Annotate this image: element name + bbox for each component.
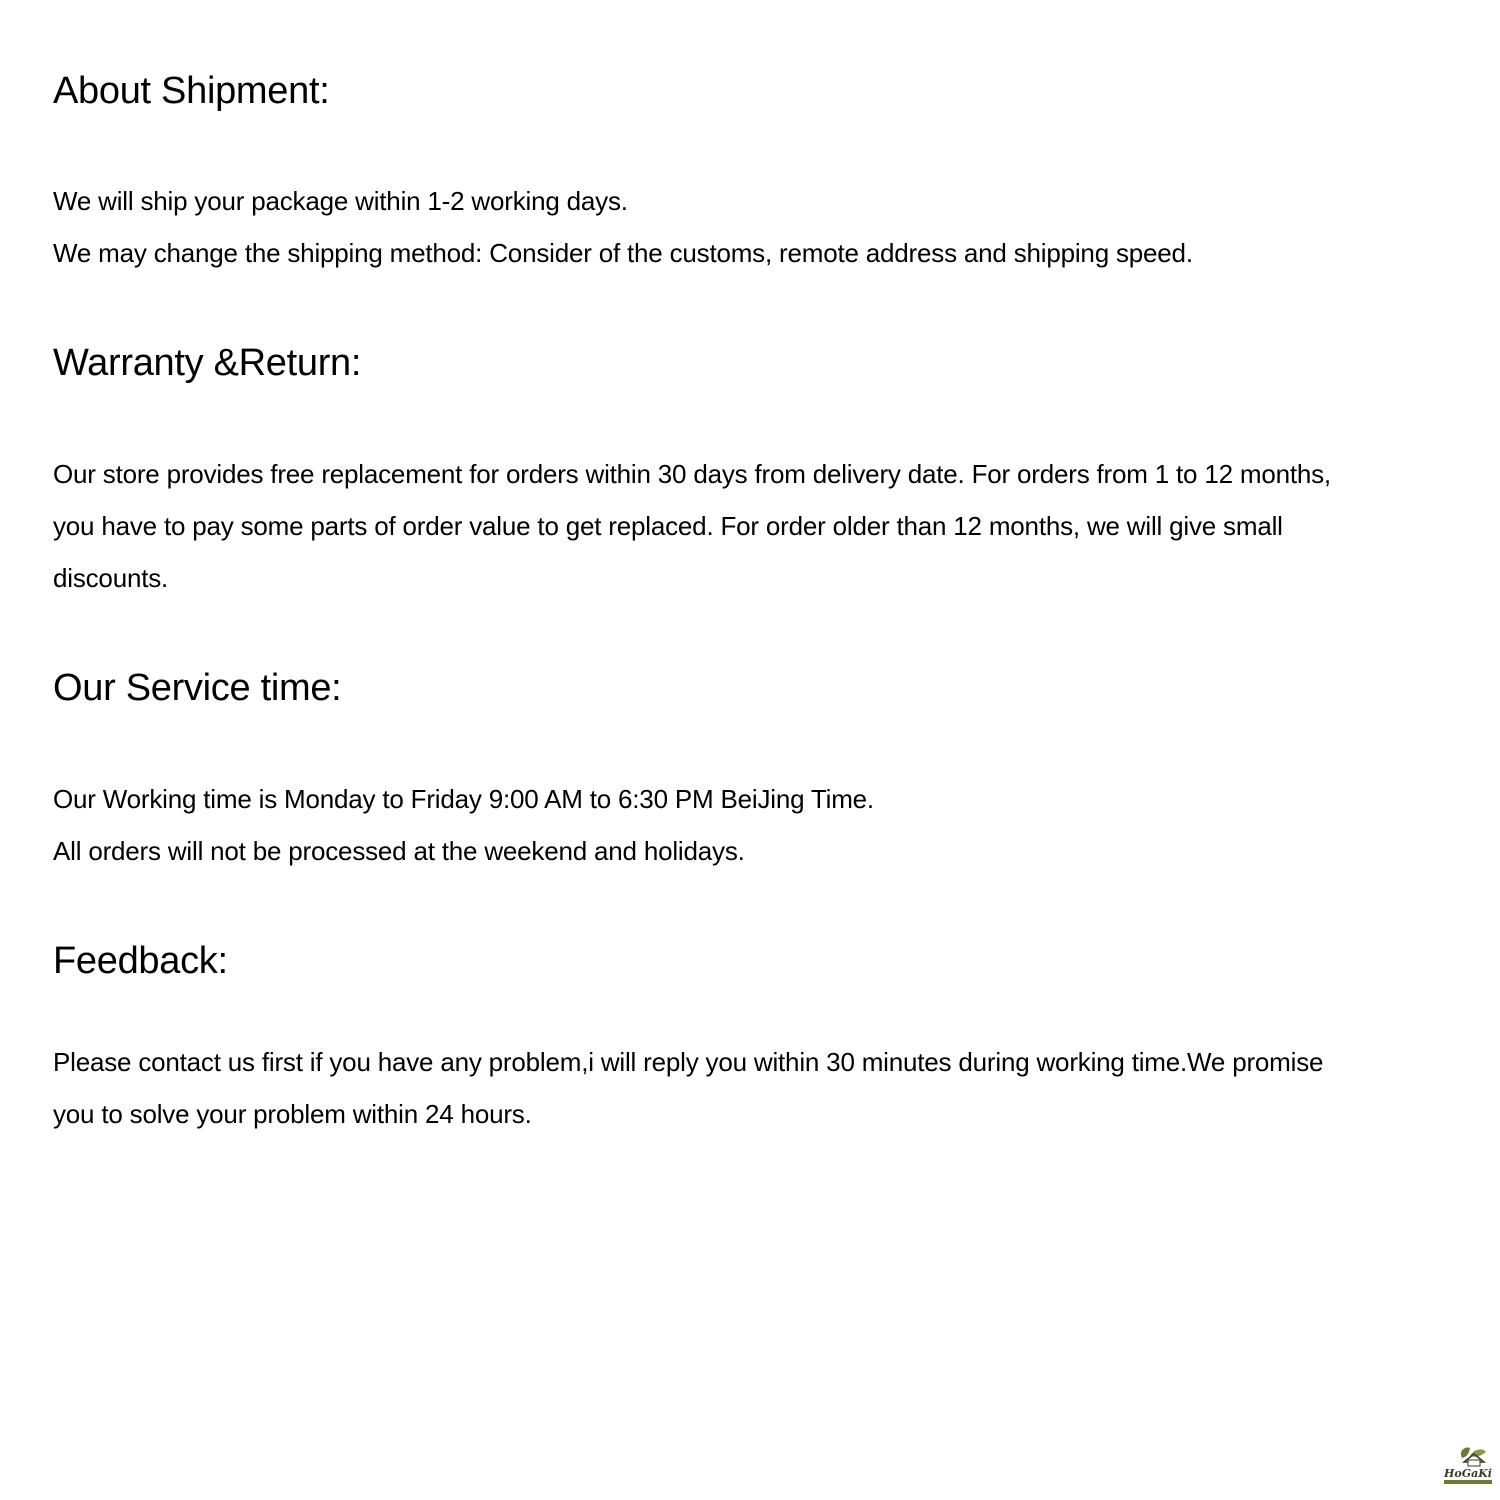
- feedback-line-2: you to solve your problem within 24 hours.: [53, 1099, 532, 1129]
- svg-text:HoGaKi: HoGaKi: [1444, 1467, 1492, 1480]
- hogaki-logo: [1440, 1444, 1496, 1488]
- service-time-line-2: All orders will not be processed at the weekend and holidays.: [53, 836, 745, 866]
- shipment-line-2: We may change the shipping method: Consider of the customs, remote address and shipping speed.: [53, 238, 1193, 268]
- feedback-line-1: Please contact us first if you have any problem,i will reply you within 30 minutes during working time.We promise: [53, 1047, 1324, 1077]
- warranty-line-2: you have to pay some parts of order value to get replaced. For order older than 12 months, we will give small: [53, 511, 1283, 541]
- section-title-feedback: Feedback:: [53, 940, 228, 982]
- leaf-house-logo-icon: [1440, 1444, 1496, 1488]
- section-title-warranty: Warranty &Return:: [53, 342, 362, 384]
- service-time-line-1: Our Working time is Monday to Friday 9:00 AM to 6:30 PM BeiJing Time.: [53, 784, 874, 814]
- warranty-line-1: Our store provides free replacement for orders within 30 days from delivery date. For orders from 1 to 12 months,: [53, 459, 1331, 489]
- section-title-shipment: About Shipment:: [53, 70, 330, 112]
- section-title-service-time: Our Service time:: [53, 667, 342, 709]
- warranty-line-3: discounts.: [53, 563, 169, 593]
- shipment-line-1: We will ship your package within 1-2 working days.: [53, 186, 628, 216]
